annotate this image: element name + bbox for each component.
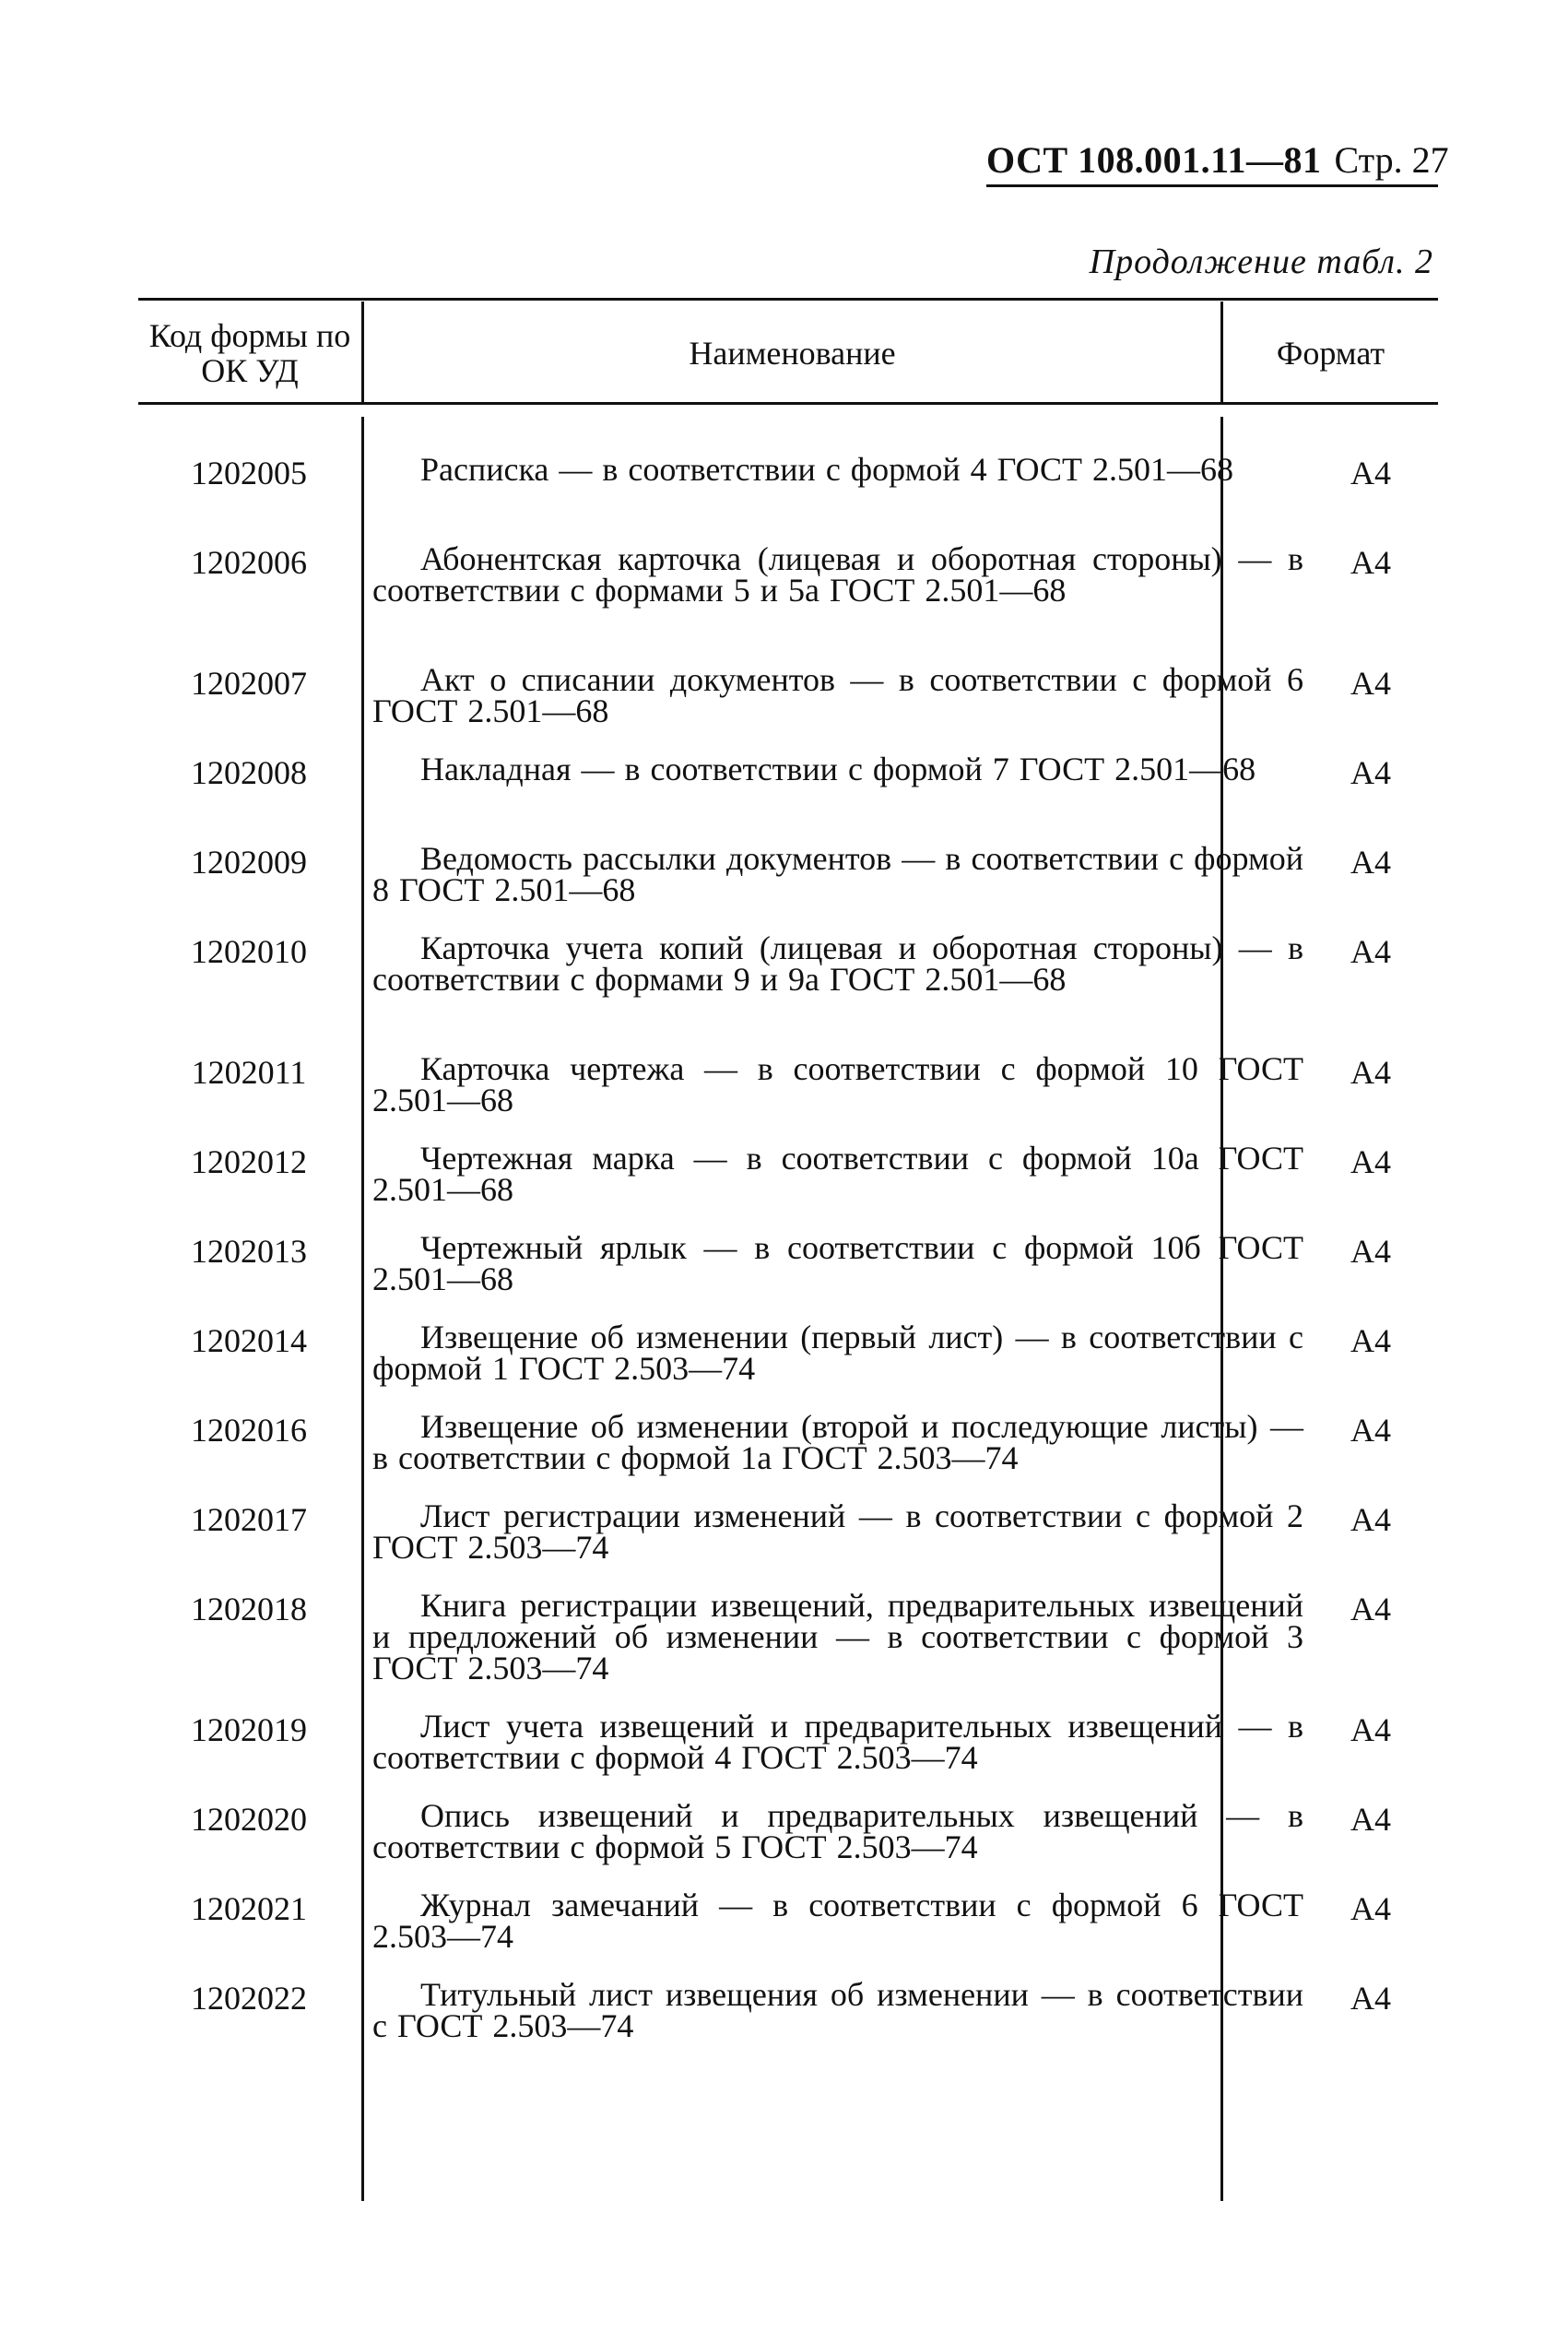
page-number: Стр. 27 xyxy=(1334,139,1449,181)
table-row xyxy=(138,1142,1438,1232)
form-format: А4 xyxy=(1350,754,1391,791)
form-format: А4 xyxy=(1350,665,1391,702)
form-name: Лист регистрации изменений — в соответствии с формой 2 ГОСТ 2.503—74 xyxy=(372,1497,1303,1566)
form-code: 1202009 xyxy=(191,844,307,881)
form-format: А4 xyxy=(1350,1412,1391,1449)
table-row xyxy=(138,1710,1438,1800)
form-format: А4 xyxy=(1350,933,1391,970)
form-format: А4 xyxy=(1350,1322,1391,1359)
table-row xyxy=(138,1797,1438,1889)
form-name: Ведомость рассылки документов — в соответствии с формой 8 ГОСТ 2.501—68 xyxy=(372,840,1303,908)
form-code: 1202019 xyxy=(191,1711,307,1748)
form-format: А4 xyxy=(1350,1143,1391,1180)
page-header xyxy=(986,136,1449,187)
form-code: 1202022 xyxy=(191,1980,307,2017)
standard-number: ОСТ 108.001.11—81 xyxy=(986,139,1322,181)
column-header-name: Наименование xyxy=(689,335,896,372)
form-code: 1202021 xyxy=(191,1890,307,1927)
form-format: А4 xyxy=(1350,1591,1391,1627)
column-header-format: Формат xyxy=(1276,335,1385,372)
form-name: Титульный лист извещения об изменении — в соответствии с ГОСТ 2.503—74 xyxy=(372,1976,1303,2044)
form-code: 1202017 xyxy=(191,1501,307,1538)
table-row xyxy=(138,840,1438,932)
form-name: Акт о списании документов — в соответствии с формой 6 ГОСТ 2.501—68 xyxy=(372,661,1303,729)
form-code: 1202012 xyxy=(191,1143,307,1180)
form-format: А4 xyxy=(1350,1890,1391,1927)
table-row xyxy=(138,1408,1438,1500)
form-code: 1202018 xyxy=(191,1591,307,1627)
form-format: А4 xyxy=(1350,1801,1391,1838)
form-code: 1202010 xyxy=(191,933,307,970)
form-name: Карточка чертежа — в соответствии с формой 10 ГОСТ 2.501—68 xyxy=(372,1050,1303,1118)
form-code: 1202005 xyxy=(191,455,307,491)
table-continuation-caption: Продолжение табл. 2 xyxy=(1089,243,1433,281)
form-name: Извещение об изменении (второй и последующие листы) — в соответствии с формой 1а ГОСТ 2.503—74 xyxy=(372,1408,1303,1476)
form-name: Чертежный ярлык — в соответствии с формой 10б ГОСТ 2.501—68 xyxy=(372,1229,1303,1297)
form-name: Накладная — в соответствии с формой 7 ГОСТ 2.501—68 xyxy=(420,751,1256,787)
form-name: Журнал замечаний — в соответствии с формой 6 ГОСТ 2.503—74 xyxy=(372,1887,1303,1955)
table-row xyxy=(138,540,1438,664)
table-row xyxy=(138,1889,1438,1979)
form-name: Абонентская карточка (лицевая и оборотная стороны) — в соответствии с формами 5 и 5а ГОСТ 2.501—68 xyxy=(372,540,1303,609)
table-row xyxy=(138,1497,1438,1590)
form-format: А4 xyxy=(1350,1054,1391,1091)
table-row xyxy=(138,753,1438,843)
form-code: 1202006 xyxy=(191,544,307,581)
form-code: 1202008 xyxy=(191,754,307,791)
form-name: Расписка — в соответствии с формой 4 ГОСТ 2.501—68 xyxy=(420,451,1233,488)
form-format: А4 xyxy=(1350,1980,1391,2017)
form-code: 1202016 xyxy=(191,1412,307,1449)
table-row xyxy=(138,1321,1438,1411)
form-name: Карточка учета копий (лицевая и оборотная стороны) — в соответствии с формами 9 и 9а ГОСТ 2.501—68 xyxy=(372,929,1303,998)
form-code: 1202011 xyxy=(191,1054,307,1091)
column-header-code: Код формы по ОК УД xyxy=(148,317,351,389)
form-name: Опись извещений и предварительных извещений — в соответствии с формой 5 ГОСТ 2.503—74 xyxy=(372,1797,1303,1865)
form-name: Лист учета извещений и предварительных извещений — в соответствии с формой 4 ГОСТ 2.503—74 xyxy=(372,1708,1303,1776)
form-name: Чертежная марка — в соответствии с формой 10а ГОСТ 2.501—68 xyxy=(372,1140,1303,1208)
form-format: А4 xyxy=(1350,1233,1391,1270)
form-name: Книга регистрации извещений, предварительных извещений и предложений об изменении — в соответствии с формой 3 ГОСТ 2.503—74 xyxy=(372,1587,1303,1686)
form-code: 1202014 xyxy=(191,1322,307,1359)
form-format: А4 xyxy=(1350,455,1391,491)
table-row xyxy=(138,451,1438,543)
form-code: 1202013 xyxy=(191,1233,307,1270)
table-row xyxy=(138,1050,1438,1142)
table-top-rule xyxy=(138,298,1438,301)
table-row xyxy=(138,1976,1438,2068)
form-format: А4 xyxy=(1350,844,1391,881)
table-row xyxy=(138,1587,1438,1710)
table-row xyxy=(138,661,1438,753)
form-format: А4 xyxy=(1350,1501,1391,1538)
form-format: А4 xyxy=(1350,1711,1391,1748)
form-code: 1202020 xyxy=(191,1801,307,1838)
table-body xyxy=(138,451,1438,2068)
form-format: А4 xyxy=(1350,544,1391,581)
form-code: 1202007 xyxy=(191,665,307,702)
form-name: Извещение об изменении (первый лист) — в соответствии с формой 1 ГОСТ 2.503—74 xyxy=(372,1319,1303,1387)
table-row xyxy=(138,1229,1438,1321)
table-row xyxy=(138,929,1438,1053)
